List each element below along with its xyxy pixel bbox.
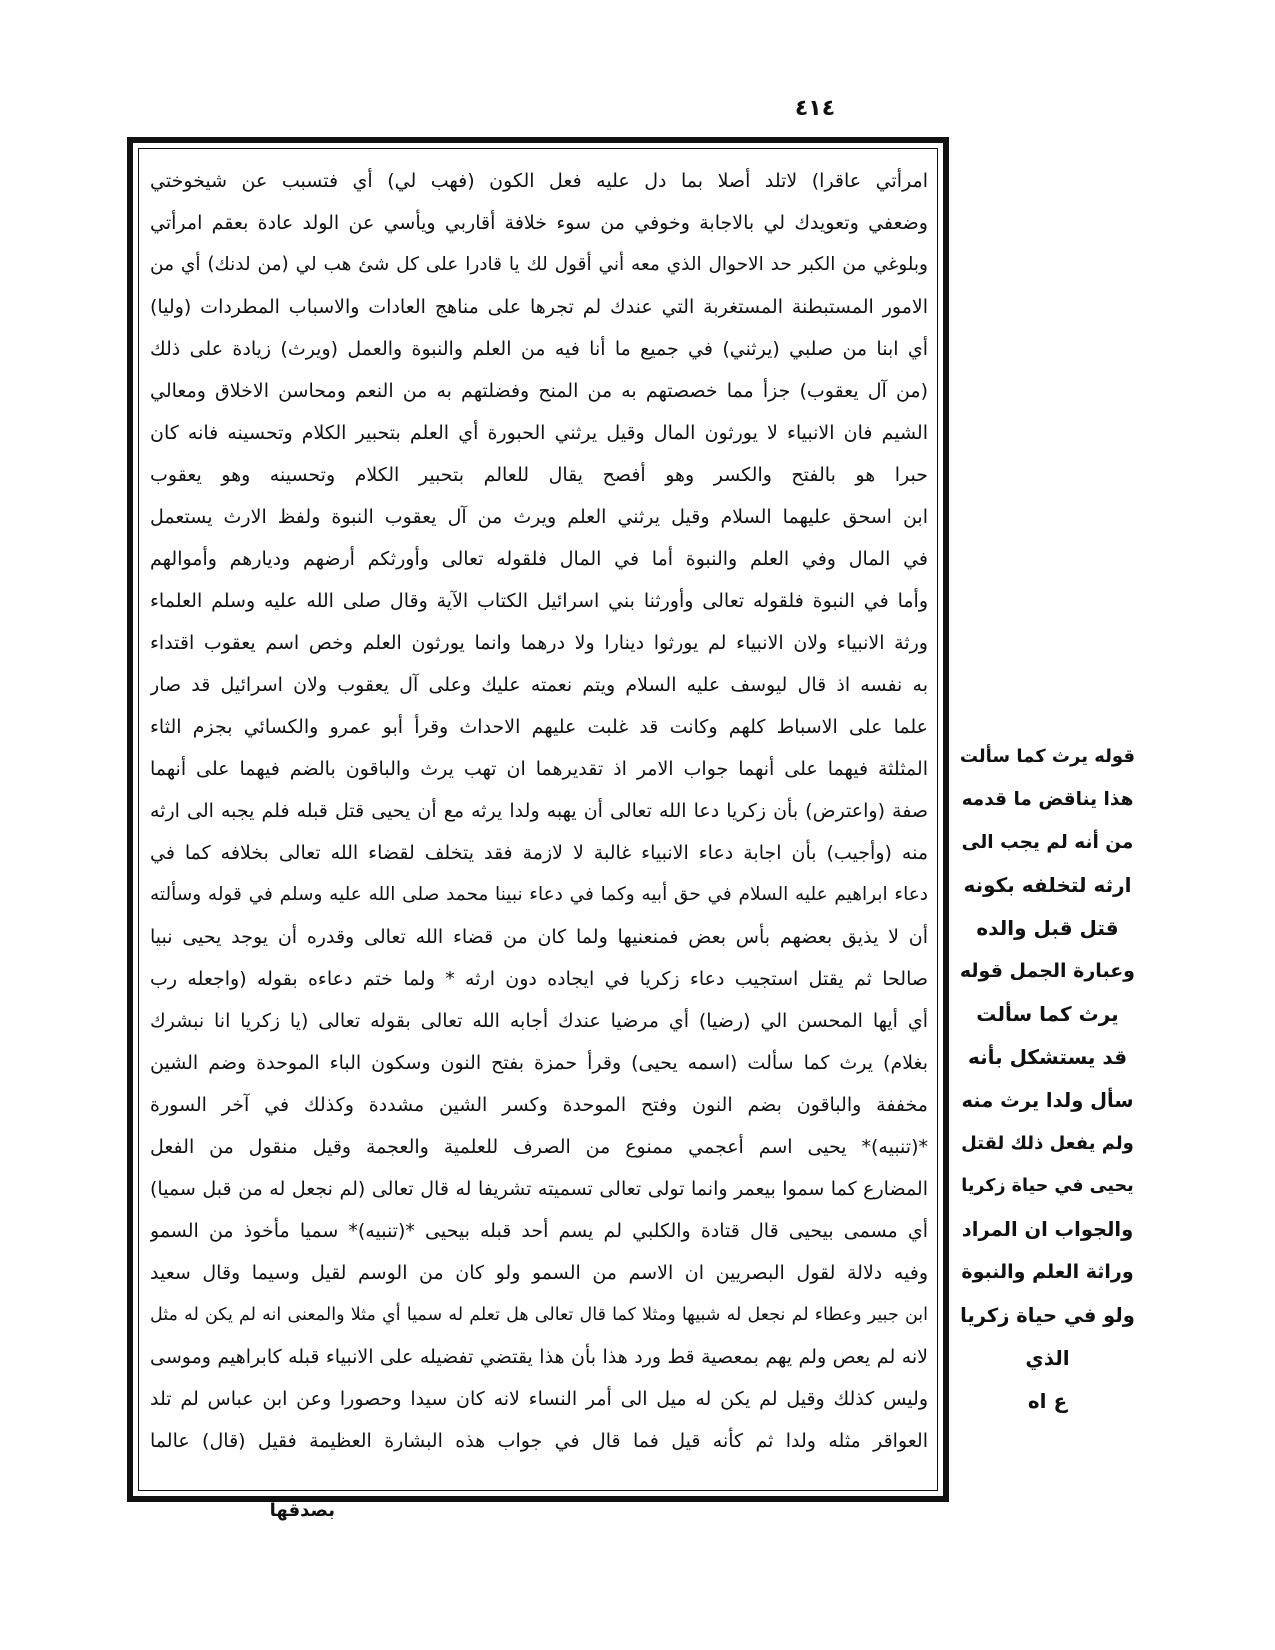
- margin-note: [960, 735, 1135, 1423]
- text-line: (من آل يعقوب) جزأ مما خصصتهم به من المنح وفضلتهم به من النعم ومحاسن الاخلاق ومعالي: [150, 380, 928, 402]
- text-line: منه (وأجيب) بأن اجابة دعاء الانبياء غالبة لا لازمة فقد يتخلف لقضاء الله تعالى بخلافه كما في: [150, 842, 928, 864]
- margin-note-line: يرث كما سألت: [976, 1002, 1119, 1026]
- margin-note-line: قوله يرث كما سألت: [959, 746, 1135, 767]
- text-line: حبرا هو بالفتح والكسر وهو أفصح يقال للعالم بتحبير الكلام وتحسينه وهو يعقوب: [150, 464, 928, 486]
- text-line: بغلام) يرث كما سألت (اسمه يحيى) وقرأ حمزة بفتح النون وسكون الباء الموحدة وضم الشين: [150, 1052, 928, 1074]
- text-line: وبلوغي من الكبر حد الاحوال الذي معه أني أقول لك يا قادرا على كل شئ هب لي (من لدنك) أي من: [150, 254, 928, 275]
- margin-note-line: ارثه لتخلفه بكونه: [963, 873, 1132, 897]
- text-line: *(تنبيه)* يحيى اسم أعجمي ممنوع من الصرف للعلمية والعجمة وقيل منقول من الفعل: [150, 1136, 928, 1158]
- margin-note-line: يحيى في حياة زكريا: [961, 1176, 1134, 1196]
- text-line: أي أيها المحسن الي (رضيا) أي مرضيا عندك أجابه الله تعالى بقوله تعالى (يا زكريا انا نبشرك: [150, 1010, 928, 1032]
- margin-note-line: الذي: [1025, 1346, 1070, 1370]
- text-line: لانه لم يعص ولم يهم بمعصية قط ورد هذا بأن هذا يقتضي تفضيله على الانبياء قبله كابراهيم وموسى: [150, 1346, 928, 1368]
- margin-note-line: ولم يفعل ذلك لقتل: [961, 1133, 1134, 1154]
- text-line: أي مسمى بيحيى قال قتادة والكلبي لم يسم أحد قبله بيحيى *(تنبيه)* سميا مأخوذ من السمو: [150, 1220, 928, 1242]
- margin-note-line: قتل قبل والده: [976, 916, 1119, 940]
- text-line: صفة (واعترض) بأن زكريا دعا الله تعالى أن يهبه ولدا يرثه مع أن يحيى قتل قبله فلم يجبه الى ارثه: [150, 800, 928, 822]
- catchword: بصدقها: [269, 1500, 335, 1521]
- text-line: وأما في النبوة فلقوله تعالى وأورثنا بني اسرائيل الكتاب الآية وقال صلى الله عليه وسلم العلماء: [150, 590, 928, 612]
- margin-note-line: وراثة العلم والنبوة: [961, 1261, 1134, 1283]
- margin-note-line: من أنه لم يجب الى: [961, 832, 1134, 853]
- text-line: وفيه دلالة لقول البصريين ان الاسم من السمو ولو كان من الوسم لقيل وسيما وقال سعيد: [150, 1262, 928, 1284]
- text-line: صالحا ثم يقتل استجيب دعاء زكريا في ايجاده دون ارثه * ولما ختم دعاءه بقوله (واجعله رب: [150, 968, 928, 990]
- text-line: مخففة والباقون بضم النون وفتح الموحدة وكسر الشين مشددة وكذلك في آخر السورة: [150, 1094, 928, 1116]
- text-line: الشيم فان الانبياء لا يورثون المال وقيل يرثني الحبورة أي العلم بتحبير الكلام وتحسينه فانه كان: [150, 422, 928, 444]
- text-line: امرأتي عاقرا) لاتلد أصلا بما دل عليه فعل الكون (فهب لي) أي فتسبب عن شيخوختي: [150, 170, 928, 192]
- text-line: ابن جبير وعطاء لم نجعل له شبيها ومثلا كما قال تعالى هل تعلم له سميا أي مثلا والمعنى انه لم يكن له مثل: [150, 1305, 928, 1325]
- text-line: العواقر مثله ولدا ثم كأنه قيل فما قال في جواب هذه البشارة العظيمة فقيل (قال) عالما: [150, 1430, 928, 1452]
- text-line: الامور المستبطنة المستغربة التي عندك لم تجرها على مناهج العادات والاسباب المطردات (وليا): [150, 296, 928, 318]
- text-line: دعاء ابراهيم عليه السلام في حق أبيه وكما في دعاء نبينا محمد صلى الله عليه وسلم في قوله وسألته: [150, 884, 928, 905]
- main-text-block: [150, 160, 928, 1462]
- margin-note-line: والجواب ان المراد: [961, 1218, 1134, 1241]
- text-line: وضعفي وتعويدك لي بالاجابة وخوفي من سوء خلافة أقاربي ويأسي عن الولد عادة بعقم امرأتي: [150, 212, 928, 234]
- margin-note-line: وعبارة الجمل قوله: [959, 960, 1135, 982]
- margin-note-line: هذا يناقض ما قدمه: [961, 789, 1134, 810]
- margin-note-line: ع اه: [1027, 1389, 1068, 1413]
- text-line: به نفسه اذ قال ليوسف عليه السلام ويتم نعمته عليك وعلى آل يعقوب ولان اسرائيل قد صار: [150, 674, 928, 696]
- margin-note-line: قد يستشكل بأنه: [967, 1045, 1128, 1069]
- text-line: في المال وفي العلم والنبوة أما في المال فلقوله تعالى وأورثكم أرضهم وديارهم وأموالهم: [150, 548, 928, 570]
- page-number: ٤١٤: [794, 96, 836, 121]
- margin-note-line: ولو في حياة زكريا: [960, 1304, 1135, 1327]
- text-line: المضارع كما سموا بيعمر وانما تولى تعالى تسميته تشريفا له قال تعالى (لم نجعل له من قبل سميا): [150, 1178, 928, 1200]
- text-line: وليس كذلك وقيل لم يكن له ميل الى أمر النساء لانه كان سيدا وحصورا وعن ابن عباس لم تلد: [150, 1388, 928, 1410]
- text-line: المثلثة فيهما على أنهما جواب الامر اذ تقديرهما ان تهب يرث والباقون بالضم فيهما على أنهما: [150, 758, 928, 780]
- text-line: أي ابنا من صلبي (يرثني) في جميع ما أنا فيه من العلم والنبوة والعمل (ويرث) زيادة على ذلك: [150, 338, 928, 360]
- text-line: علما على الاسباط كلهم وكانت قد غلبت عليهم الاحداث وقرأ أبو عمرو والكسائي بجزم الثاء: [150, 716, 928, 738]
- margin-note-line: سأل ولدا يرث منه: [961, 1089, 1134, 1112]
- text-line: أن لا يذيق بعضهم بأس بعض فمنعنيها ولما كان من قضاء الله تعالى وقدره أن يوجد يحيى نبيا: [150, 926, 928, 948]
- text-line: ورثة الانبياء ولان الانبياء لم يورثوا دينارا ولا درهما وانما يورثون العلم وخص اسم يعقوب اقتداء: [150, 632, 928, 654]
- text-line: ابن اسحق عليهما السلام وقيل يرثني العلم ويرث من آل يعقوب النبوة ولفظ الارث يستعمل: [150, 506, 928, 528]
